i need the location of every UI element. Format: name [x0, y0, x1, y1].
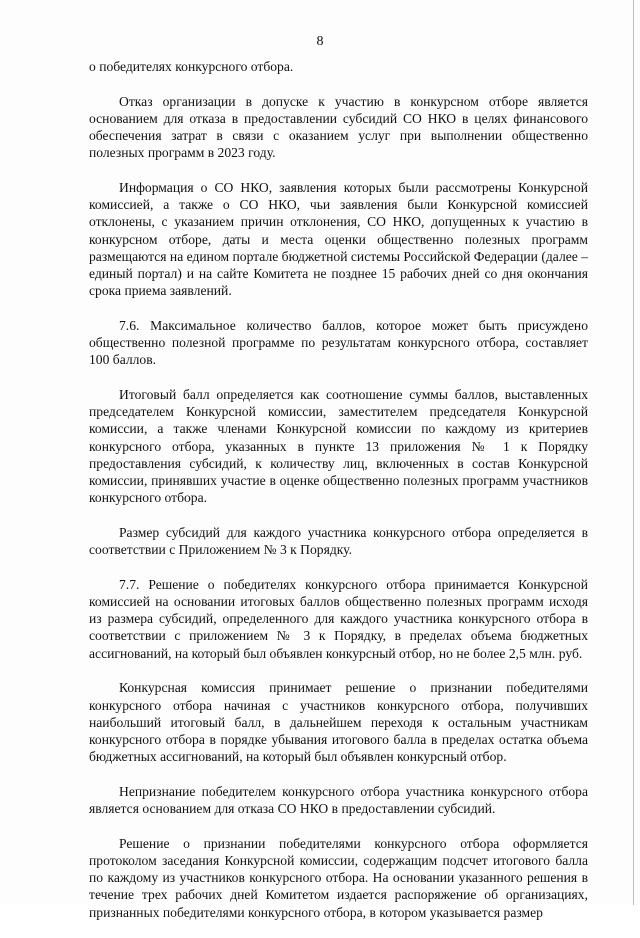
paragraph-continuation: о победителях конкурсного отбора. — [89, 59, 294, 74]
paragraph: Итоговый балл определяется как соотношение суммы баллов, выставленных председателем Конкурсной комиссии, заместителем председателя Конкурсной комиссии, а также членами Конкурсной комиссии по каждому из критериев конкурсного отбора, указанных в пункте 13 приложения № 1 к Порядку предоставления субсидий, к количеству лиц, включенных в состав Конкурсной комиссии, принявших участие в оценке общественно полезных программ участников конкурсного отбора. — [89, 387, 588, 506]
page-number: 8 — [316, 34, 324, 49]
paragraph: Решение о признании победителями конкурсного отбора оформляется протоколом заседания Конкурсной комиссии, содержащим подсчет итогового балла по каждому из участников конкурсного отбора. На основании указанного решения в течение трех рабочих дней Комитетом издается распоряжение об организациях, признанных победителями конкурсного отбора, в котором указывается размер — [89, 835, 588, 920]
paragraph-clause-7-6: 7.6. Максимальное количество баллов, которое может быть присуждено общественно полезной программе по результатам конкурсного отбора, составляет 100 баллов. — [89, 317, 588, 368]
paragraph: Размер субсидий для каждого участника конкурсного отбора определяется в соответствии с Приложением № 3 к Порядку. — [89, 524, 588, 558]
document-body — [89, 58, 588, 938]
paragraph: Отказ организации в допуске к участию в конкурсном отборе является основанием для отказа в предоставлении субсидий СО НКО в целях финансового обеспечения затрат в связи с оказанием услуг при выполнении общественно полезных программ в 2023 году. — [89, 93, 588, 161]
paragraph: Конкурсная комиссия принимает решение о признании победителями конкурсного отбора начиная с участников конкурсного отбора, получивших наибольший итоговый балл, в дальнейшем переходя к остальным участникам конкурсного отбора в порядке убывания итогового балла в пределах остатка объема бюджетных ассигнований, на который был объявлен конкурсный отбор. — [89, 680, 588, 765]
paragraph-clause-7-7: 7.7. Решение о победителях конкурсного отбора принимается Конкурсной комиссией на основании итоговых баллов общественно полезных программ исходя из размера субсидий, определенного для каждого участника конкурсного отбора в соответствии с приложением № 3 к Порядку, в пределах объема бюджетных ассигнований, на который был объявлен конкурсный отбор, но не более 2,5 млн. руб. — [89, 576, 588, 661]
paragraph: Информация о СО НКО, заявления которых были рассмотрены Конкурсной комиссией, а также о СО НКО, чьи заявления были Конкурсной комиссией отклонены, с указанием причин отклонения, СО НКО, допущенных к участию в конкурсном отборе, даты и места оценки общественно полезных программ размещаются на едином портале бюджетной системы Российской Федерации (далее – единый портал) и на сайте Комитета не позднее 15 рабочих дней со дня окончания срока приема заявлений. — [89, 180, 588, 299]
page-edge-line — [633, 0, 634, 905]
paragraph: Непризнание победителем конкурсного отбора участника конкурсного отбора является основанием для отказа СО НКО в предоставлении субсидий. — [89, 783, 588, 817]
